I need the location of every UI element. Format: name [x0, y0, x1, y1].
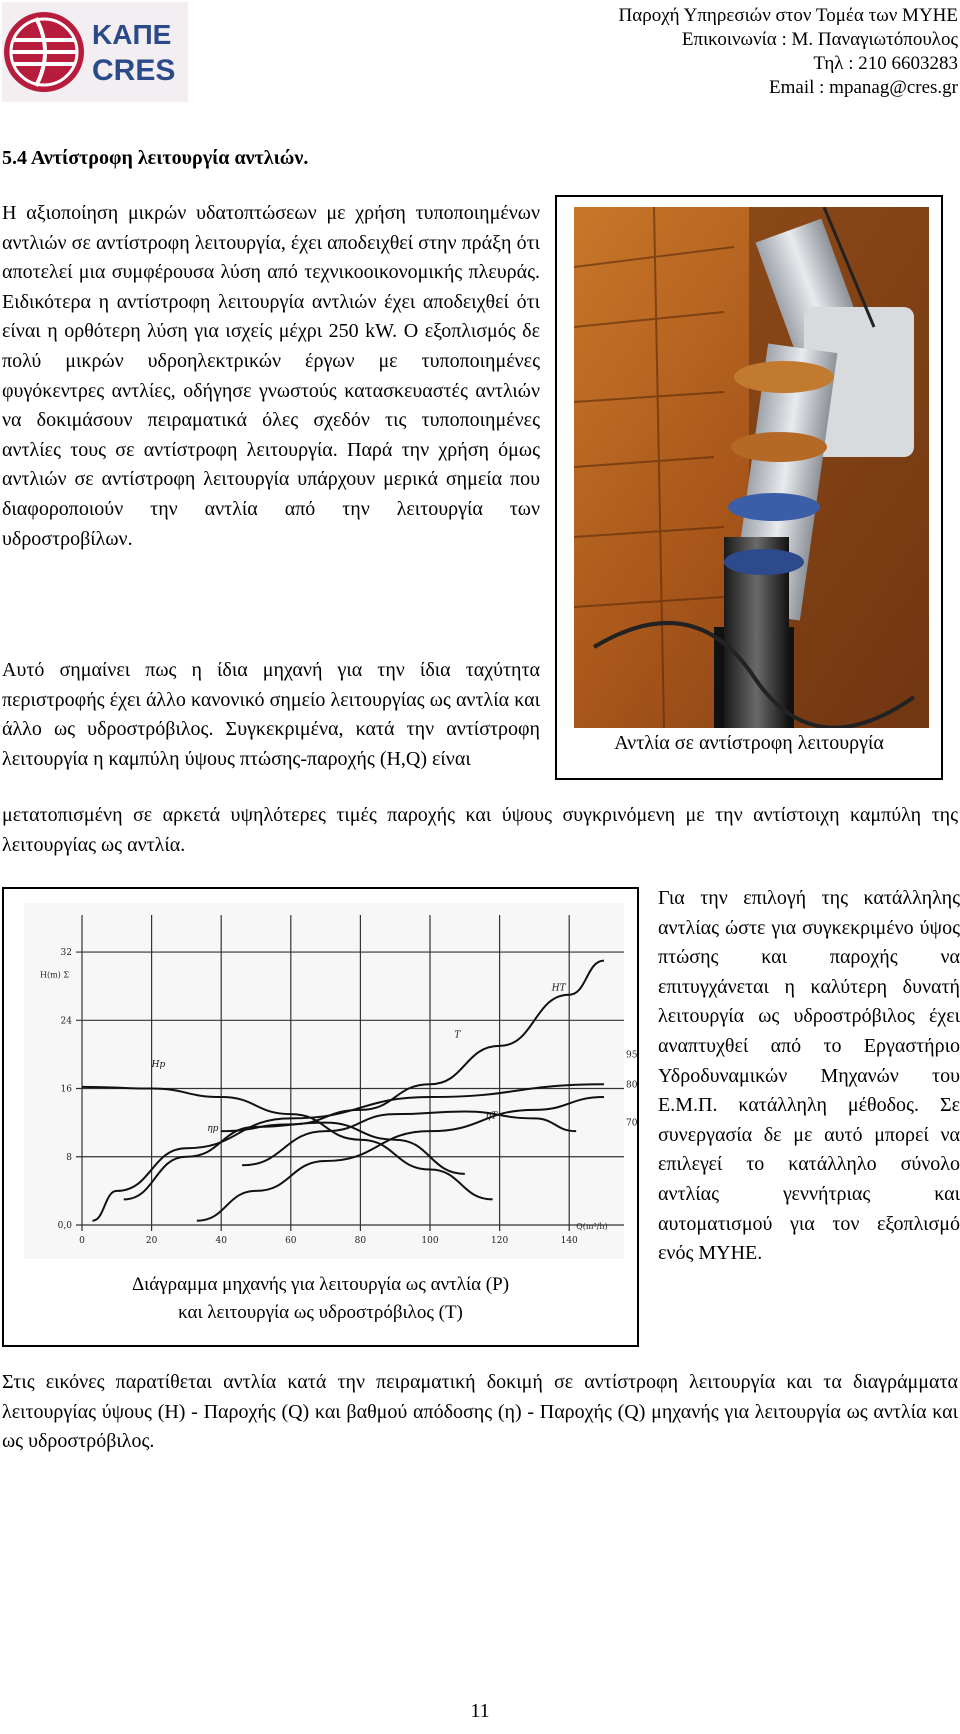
x-tick-label: 0 — [79, 1236, 85, 1246]
x-axis-label: Q(m³/h) — [576, 1222, 608, 1231]
y-tick-label: 32 — [60, 948, 72, 959]
y2-tick-label: 95 — [626, 1050, 637, 1061]
header-line-contact: Επικοινωνία : Μ. Παναγιωτόπουλος — [681, 29, 958, 50]
y-tick-label: 8 — [66, 1152, 72, 1163]
x-tick-label: 40 — [215, 1236, 227, 1246]
page-number: 11 — [470, 1700, 490, 1722]
header-contact — [619, 4, 958, 100]
section-title: 5.4 Αντίστροφη λειτουργία αντλιών. — [2, 147, 309, 169]
header-line-phone: Τηλ : 210 6603283 — [813, 53, 958, 74]
chart-caption-line1: Διάγραμμα μηχανής για λειτουργία ως αντλία (P) — [131, 1274, 510, 1295]
curve-annotation: ηT — [485, 1111, 498, 1122]
chart-figure — [2, 887, 639, 1347]
curve-annotation: ηp — [207, 1124, 219, 1135]
x-tick-label: 20 — [145, 1236, 158, 1246]
performance-chart — [4, 889, 637, 1269]
x-tick-label: 80 — [354, 1236, 367, 1246]
y-axis-label: H(m) Σ — [40, 970, 70, 980]
curve-annotation: Hp — [151, 1060, 166, 1071]
header-line-service: Παροχή Υπηρεσιών στον Τομέα των ΜΥΗΕ — [618, 5, 958, 26]
y-tick-label: 16 — [60, 1084, 72, 1095]
svg-text:ΚΑΠΕ: ΚΑΠΕ — [92, 19, 172, 50]
pump-photo — [574, 207, 929, 728]
paragraph-intro: Η αξιοποίηση μικρών υδατοπτώσεων με χρήση τυποποιημένων αντλιών σε αντίστροφη λειτουργία, έχει αποδειχθεί στην πράξη ότι αποτελεί μια συμφέρουσα λύση από τεχνικοοικονομικής πλευράς. Ειδικότερα η αντίστροφη λειτουργία αντλιών έχει αποδειχθεί ότι είναι η ορθότερη λύση για ισχείς μέχρι 250 kW. Ο εξοπλισμός δε πολύ μικρών υδροηλεκτρικών έργων με τυποποιημένες φυγόκεντρες αντλίες, οδήγησε γνωστούς κατασκευαστές αντλιών να δοκιμάσουν πειραματικά όλες σχεδόν τις τυποποιημένες αντλίες τους σε αντίστροφη λειτουργία. Παρά την χρήση όμως αντλιών σε αντίστροφη λειτουργία υπάρχουν μερικά σημεία που διαφοροποιούν την αντλία από την λειτουργία των υδροστροβίλων. — [2, 202, 540, 550]
paragraph-operating-point-continued: μετατοπισμένη σε αρκετά υψηλότερες τιμές παροχής και ύψους συγκρινόμενη με την αντίστοιχη καμπύλη της λειτουργίας ως αντλία. — [2, 804, 958, 856]
y-tick-label: 24 — [60, 1016, 72, 1027]
photo-figure — [555, 195, 943, 780]
chart-caption — [4, 1271, 637, 1327]
cres-logo — [2, 2, 188, 102]
x-tick-label: 120 — [491, 1236, 509, 1246]
header-line-email: Email : mpanag@cres.gr — [769, 77, 958, 98]
paragraph-selection-method: Για την επιλογή της κατάλληλης αντλίας ώστε για συγκεκριμένο ύψος πτώσης και παροχής να επιτυγχάνεται η καλύτερη δυνατή λειτουργία ως υδροστρόβιλος έχει αναπτυχθεί από το Εργαστήριο Υδροδυναμικών Μηχανών του Ε.Μ.Π. κατάλληλη μέθοδος. Σε συνεργασία δε με αυτό μπορεί να επιλεγεί το κατάλληλο σύνολο αντλίας γεννήτριας και αυτοματισμού για τον εξοπλισμό ενός ΜΥΗΕ. — [658, 887, 960, 1265]
svg-text:CRES: CRES — [92, 54, 176, 87]
photo-caption: Αντλία σε αντίστροφη λειτουργία — [614, 732, 884, 754]
paragraph-operating-point: Αυτό σημαίνει πως η ίδια μηχανή για την ίδια ταχύτητα περιστροφής έχει άλλο κανονικό σημείο λειτουργίας ως αντλία και άλλο ως υδροστρόβιλος. Συγκεκριμένα, κατά την αντίστροφη λειτουργία η καμπύλη ύψους πτώσης-παροχής (H,Q) είναι — [2, 659, 540, 770]
curve-annotation: HT — [551, 983, 566, 994]
x-tick-label: 100 — [421, 1236, 439, 1246]
y2-tick-label: 80 — [626, 1080, 637, 1091]
chart-caption-line2: και λειτουργία ως υδροστρόβιλος (T) — [178, 1302, 463, 1323]
curve-annotation: T — [454, 1030, 461, 1041]
y2-tick-label: 70 — [626, 1118, 637, 1129]
x-tick-label: 60 — [285, 1236, 297, 1246]
y-tick-label: 0,0 — [57, 1221, 72, 1231]
x-tick-label: 140 — [560, 1236, 578, 1246]
paragraph-closing: Στις εικόνες παρατίθεται αντλία κατά την πειραματική δοκιμή σε αντίστροφη λειτουργία και τα διαγράμματα λειτουργίας ύψους (H) - Παροχής (Q) και βαθμού απόδοσης (η) - Παροχής (Q) μηχανής για λειτουργία ως αντλία και ως υδροστρόβιλος. — [2, 1371, 958, 1453]
